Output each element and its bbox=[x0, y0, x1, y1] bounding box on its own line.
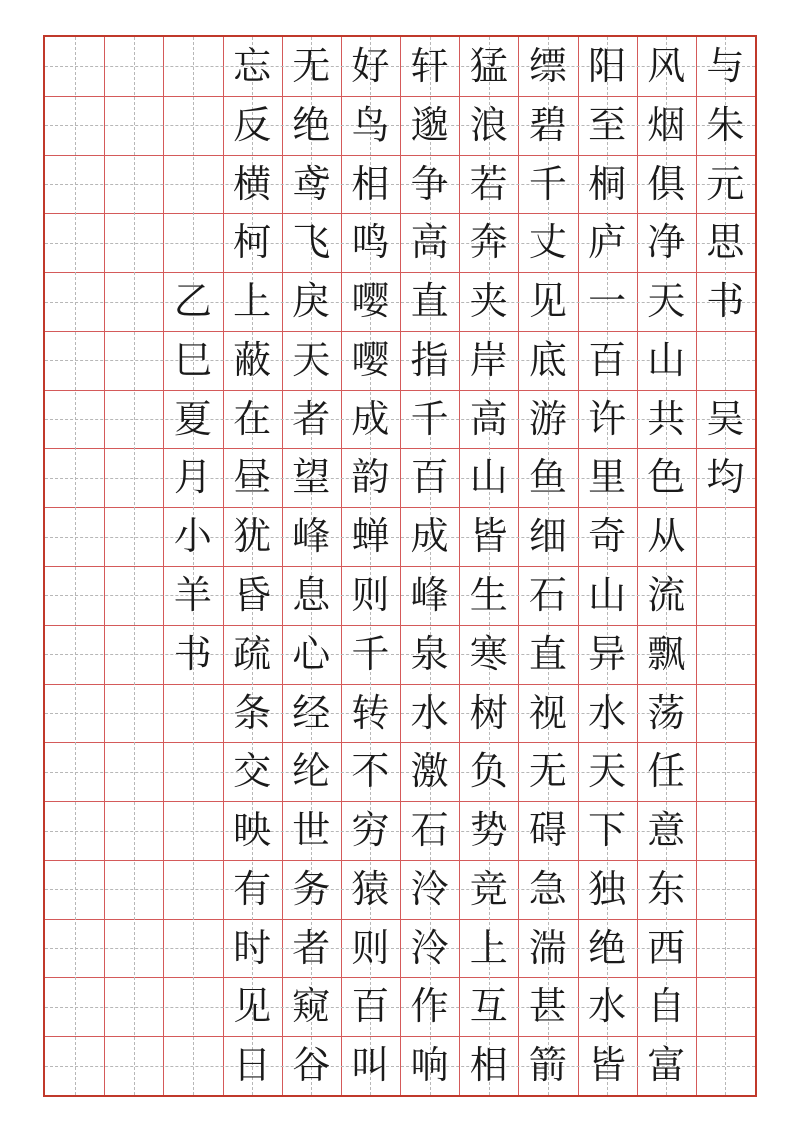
character-cell: 色 bbox=[647, 455, 686, 500]
character-cell: 势 bbox=[469, 808, 508, 853]
character-cell: 桐 bbox=[588, 161, 627, 206]
character-cell: 互 bbox=[469, 984, 508, 1029]
character-cell: 东 bbox=[647, 866, 686, 911]
character-cell: 激 bbox=[410, 749, 449, 794]
character-cell: 山 bbox=[647, 337, 686, 382]
character-cell: 书 bbox=[706, 279, 745, 324]
character-cell: 相 bbox=[351, 161, 390, 206]
character-cell: 泠 bbox=[410, 925, 449, 970]
character-cell: 上 bbox=[233, 279, 272, 324]
character-cell: 自 bbox=[647, 984, 686, 1029]
character-cell: 见 bbox=[233, 984, 272, 1029]
grid-guide-vertical bbox=[75, 37, 76, 1095]
character-cell: 书 bbox=[173, 631, 212, 676]
character-cell: 泠 bbox=[410, 866, 449, 911]
character-cell: 作 bbox=[410, 984, 449, 1029]
grid-guide-vertical bbox=[134, 37, 135, 1095]
character-cell: 日 bbox=[233, 1043, 272, 1088]
character-cell: 思 bbox=[706, 220, 745, 265]
character-cell: 猿 bbox=[351, 866, 390, 911]
character-cell: 叫 bbox=[351, 1043, 390, 1088]
character-cell: 独 bbox=[588, 866, 627, 911]
character-cell: 若 bbox=[469, 161, 508, 206]
character-cell: 夏 bbox=[173, 396, 212, 441]
character-cell: 岸 bbox=[469, 337, 508, 382]
character-cell: 朱 bbox=[706, 102, 745, 147]
character-cell: 韵 bbox=[351, 455, 390, 500]
character-cell: 树 bbox=[469, 690, 508, 735]
character-cell: 甚 bbox=[528, 984, 567, 1029]
character-cell: 时 bbox=[233, 925, 272, 970]
character-cell: 至 bbox=[588, 102, 627, 147]
character-cell: 千 bbox=[410, 396, 449, 441]
character-cell: 横 bbox=[233, 161, 272, 206]
character-cell: 望 bbox=[292, 455, 331, 500]
character-cell: 则 bbox=[351, 573, 390, 617]
character-cell: 反 bbox=[233, 102, 272, 147]
character-cell: 直 bbox=[410, 279, 449, 324]
character-cell: 皆 bbox=[588, 1043, 627, 1088]
character-cell: 一 bbox=[588, 279, 627, 324]
character-cell: 百 bbox=[410, 455, 449, 500]
character-cell: 从 bbox=[647, 514, 686, 559]
character-cell: 流 bbox=[647, 573, 686, 617]
character-cell: 嘤 bbox=[351, 279, 390, 324]
character-cell: 急 bbox=[528, 866, 567, 911]
character-cell: 争 bbox=[410, 161, 449, 206]
character-cell: 富 bbox=[647, 1043, 686, 1088]
character-cell: 无 bbox=[292, 44, 331, 88]
character-cell: 好 bbox=[351, 44, 390, 88]
character-cell: 元 bbox=[706, 161, 745, 206]
character-cell: 峰 bbox=[410, 573, 449, 617]
character-cell: 峰 bbox=[292, 514, 331, 559]
character-cell: 奔 bbox=[469, 220, 508, 265]
character-cell: 西 bbox=[647, 925, 686, 970]
character-cell: 箭 bbox=[528, 1043, 567, 1088]
character-cell: 飘 bbox=[647, 631, 686, 676]
character-cell: 天 bbox=[292, 337, 331, 382]
character-cell: 世 bbox=[292, 808, 331, 853]
character-cell: 昏 bbox=[233, 573, 272, 617]
character-cell: 犹 bbox=[233, 514, 272, 559]
character-cell: 窥 bbox=[292, 984, 331, 1029]
character-cell: 在 bbox=[233, 396, 272, 441]
character-cell: 乙 bbox=[173, 279, 212, 324]
character-cell: 寒 bbox=[469, 631, 508, 676]
character-cell: 映 bbox=[233, 808, 272, 853]
character-cell: 俱 bbox=[647, 161, 686, 206]
character-cell: 成 bbox=[351, 396, 390, 441]
character-cell: 直 bbox=[528, 631, 567, 676]
character-cell: 奇 bbox=[588, 514, 627, 559]
character-cell: 绝 bbox=[292, 102, 331, 147]
character-cell: 天 bbox=[588, 749, 627, 794]
character-cell: 视 bbox=[528, 690, 567, 735]
character-cell: 竞 bbox=[469, 866, 508, 911]
character-cell: 纶 bbox=[292, 749, 331, 794]
character-cell: 百 bbox=[351, 984, 390, 1029]
character-cell: 蔽 bbox=[233, 337, 272, 382]
character-cell: 转 bbox=[351, 690, 390, 735]
character-cell: 谷 bbox=[292, 1043, 331, 1088]
character-cell: 石 bbox=[528, 573, 567, 617]
character-cell: 碍 bbox=[528, 808, 567, 853]
character-cell: 与 bbox=[706, 44, 745, 88]
character-cell: 石 bbox=[410, 808, 449, 853]
character-cell: 细 bbox=[528, 514, 567, 559]
character-cell: 响 bbox=[410, 1043, 449, 1088]
character-cell: 浪 bbox=[469, 102, 508, 147]
character-cell: 蝉 bbox=[351, 514, 390, 559]
character-cell: 泉 bbox=[410, 631, 449, 676]
character-cell: 绝 bbox=[588, 925, 627, 970]
character-cell: 烟 bbox=[647, 102, 686, 147]
character-cell: 吴 bbox=[706, 396, 745, 441]
character-cell: 下 bbox=[588, 808, 627, 853]
character-cell: 负 bbox=[469, 749, 508, 794]
character-cell: 羊 bbox=[173, 573, 212, 617]
character-cell: 游 bbox=[528, 396, 567, 441]
character-cell: 任 bbox=[647, 749, 686, 794]
character-cell: 上 bbox=[469, 925, 508, 970]
character-cell: 水 bbox=[410, 690, 449, 735]
character-cell: 猛 bbox=[469, 44, 508, 88]
character-cell: 飞 bbox=[292, 220, 331, 265]
character-cell: 息 bbox=[292, 573, 331, 617]
character-cell: 水 bbox=[588, 690, 627, 735]
character-cell: 山 bbox=[588, 573, 627, 617]
character-cell: 天 bbox=[647, 279, 686, 324]
character-cell: 经 bbox=[292, 690, 331, 735]
character-cell: 月 bbox=[173, 455, 212, 500]
character-cell: 无 bbox=[528, 749, 567, 794]
character-cell: 小 bbox=[173, 514, 212, 559]
character-cell: 生 bbox=[469, 573, 508, 617]
character-cell: 则 bbox=[351, 925, 390, 970]
character-cell: 邈 bbox=[410, 102, 449, 147]
character-cell: 务 bbox=[292, 866, 331, 911]
character-cell: 异 bbox=[588, 631, 627, 676]
character-cell: 水 bbox=[588, 984, 627, 1029]
character-cell: 意 bbox=[647, 808, 686, 853]
character-cell: 均 bbox=[706, 455, 745, 500]
character-cell: 者 bbox=[292, 925, 331, 970]
character-cell: 底 bbox=[528, 337, 567, 382]
character-cell: 昼 bbox=[233, 455, 272, 500]
character-cell: 指 bbox=[410, 337, 449, 382]
character-cell: 湍 bbox=[528, 925, 567, 970]
character-cell: 柯 bbox=[233, 220, 272, 265]
character-cell: 皆 bbox=[469, 514, 508, 559]
character-cell: 许 bbox=[588, 396, 627, 441]
character-cell: 荡 bbox=[647, 690, 686, 735]
character-cell: 不 bbox=[351, 749, 390, 794]
character-cell: 碧 bbox=[528, 102, 567, 147]
character-cell: 百 bbox=[588, 337, 627, 382]
character-cell: 夹 bbox=[469, 279, 508, 324]
character-cell: 有 bbox=[233, 866, 272, 911]
character-cell: 鸣 bbox=[351, 220, 390, 265]
character-cell: 巳 bbox=[173, 337, 212, 382]
character-cell: 者 bbox=[292, 396, 331, 441]
character-cell: 风 bbox=[647, 44, 686, 88]
character-cell: 嘤 bbox=[351, 337, 390, 382]
character-cell: 忘 bbox=[233, 44, 272, 88]
character-cell: 阳 bbox=[588, 44, 627, 88]
character-cell: 相 bbox=[469, 1043, 508, 1088]
character-cell: 交 bbox=[233, 749, 272, 794]
character-cell: 见 bbox=[528, 279, 567, 324]
character-cell: 鸟 bbox=[351, 102, 390, 147]
character-cell: 庐 bbox=[588, 220, 627, 265]
character-cell: 鱼 bbox=[528, 455, 567, 500]
character-cell: 疏 bbox=[233, 631, 272, 676]
character-cell: 条 bbox=[233, 690, 272, 735]
character-cell: 戾 bbox=[292, 279, 331, 324]
character-cell: 里 bbox=[588, 455, 627, 500]
character-cell: 山 bbox=[469, 455, 508, 500]
character-cell: 穷 bbox=[351, 808, 390, 853]
character-cell: 心 bbox=[292, 631, 331, 676]
character-cell: 缥 bbox=[528, 44, 567, 88]
character-cell: 千 bbox=[528, 161, 567, 206]
character-cell: 高 bbox=[469, 396, 508, 441]
character-cell: 千 bbox=[351, 631, 390, 676]
character-cell: 成 bbox=[410, 514, 449, 559]
character-cell: 净 bbox=[647, 220, 686, 265]
character-cell: 高 bbox=[410, 220, 449, 265]
character-cell: 轩 bbox=[410, 44, 449, 88]
character-cell: 共 bbox=[647, 396, 686, 441]
character-cell: 丈 bbox=[528, 220, 567, 265]
character-cell: 鸢 bbox=[292, 161, 331, 206]
calligraphy-practice-sheet bbox=[43, 35, 757, 1097]
